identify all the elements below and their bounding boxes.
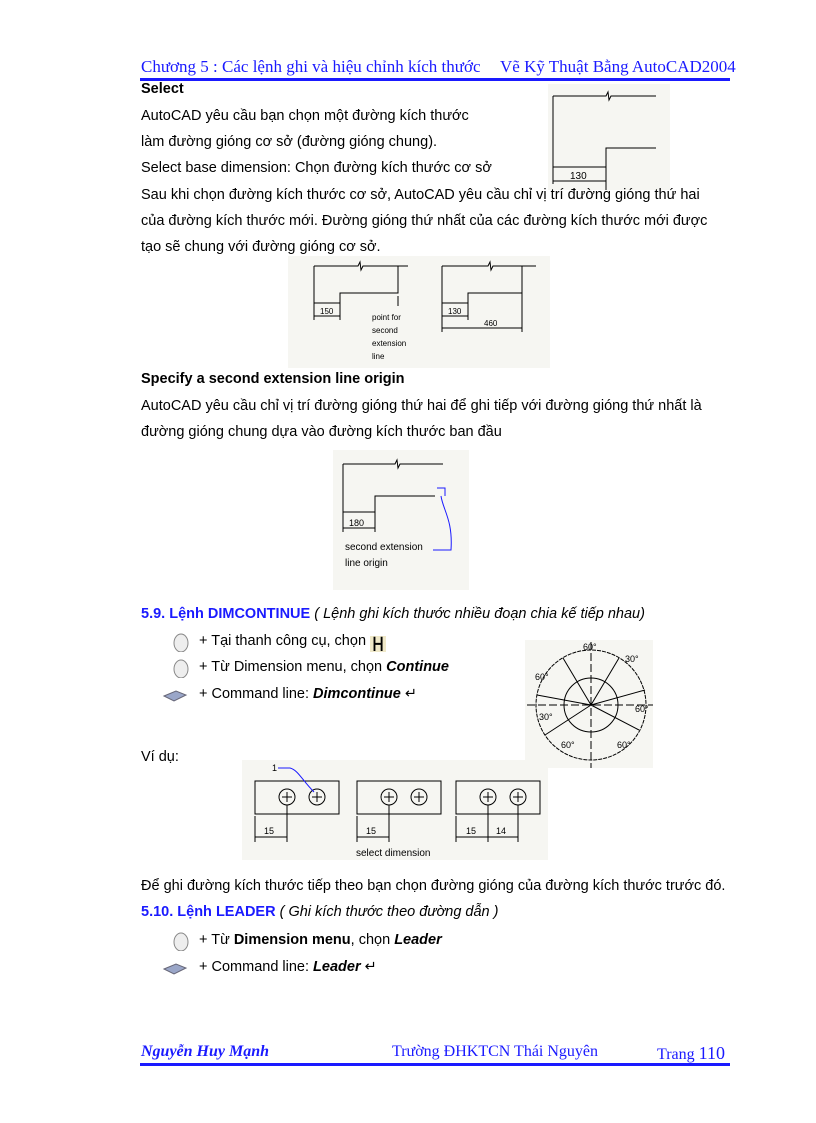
svg-text:60°: 60°	[561, 740, 575, 750]
book-title: Vẽ Kỹ Thuật Bằng AutoCAD2004	[500, 57, 736, 76]
svg-text:1: 1	[272, 763, 278, 773]
mouse-icon	[168, 632, 194, 652]
bullet-toolbar: + Tại thanh công cụ, chọn ┣┫	[199, 633, 386, 651]
example-label: Ví dụ:	[141, 749, 179, 765]
bullet-menu: + Từ Dimension menu, chọn Continue	[199, 659, 449, 675]
paragraph-line: AutoCAD yêu cầu bạn chọn một đường kích thước	[141, 108, 469, 124]
footer-page: Trang 110	[657, 1043, 725, 1063]
dim-label: 130	[570, 171, 587, 182]
svg-text:line origin: line origin	[345, 558, 388, 569]
svg-text:15: 15	[466, 826, 477, 836]
figure-second-extension-origin	[333, 450, 469, 590]
keyboard-icon	[162, 959, 188, 979]
paragraph-line: tạo sẽ chung với đường gióng cơ sở.	[141, 239, 381, 255]
svg-text:extension: extension	[372, 339, 407, 348]
mouse-icon	[168, 931, 194, 951]
footer-rule	[140, 1063, 730, 1066]
figure-base-dimension	[548, 84, 670, 190]
figure-continue-example	[242, 760, 548, 860]
figure-angular-continue	[525, 640, 653, 768]
svg-text:460: 460	[484, 319, 498, 328]
paragraph-line: Sau khi chọn đường kích thước cơ sở, AutoCAD yêu cầu chỉ vị trí đường gióng thứ hai	[141, 187, 700, 203]
bullet-command: + Command line: Dimcontinue ↵	[199, 686, 418, 702]
footer-author: Nguyễn Huy Mạnh	[141, 1043, 270, 1060]
svg-text:line: line	[372, 352, 385, 361]
svg-text:60°: 60°	[583, 642, 597, 652]
svg-text:point for: point for	[372, 313, 401, 322]
section-heading-5-9: 5.9. Lệnh DIMCONTINUE ( Lệnh ghi kích thước nhiều đoạn chia kế tiếp nhau)	[141, 606, 645, 622]
paragraph-line: AutoCAD yêu cầu chỉ vị trí đường gióng thứ hai để ghi tiếp với đường gióng thứ nhất là	[141, 398, 702, 414]
paragraph-line: Để ghi đường kích thước tiếp theo bạn chọn đường gióng của đường kích thước trước đó.	[141, 878, 726, 894]
svg-text:select dimension: select dimension	[356, 848, 431, 859]
header-rule	[140, 78, 730, 81]
bullet-command: + Command line: Leader ↵	[199, 959, 377, 975]
svg-text:15: 15	[264, 826, 275, 836]
paragraph-line: làm đường gióng cơ sở (đường gióng chung).	[141, 134, 438, 150]
paragraph-line: đường gióng chung dựa vào đường kích thước ban đầu	[141, 424, 502, 440]
svg-text:60°: 60°	[635, 704, 649, 714]
svg-text:15: 15	[366, 826, 377, 836]
svg-text:second: second	[372, 326, 398, 335]
dim-continue-tool-icon[interactable]: ┣┫	[370, 637, 386, 651]
svg-text:60°: 60°	[535, 672, 549, 682]
footer-school: Trường ĐHKTCN Thái Nguyên	[392, 1043, 599, 1060]
chapter-title: Chương 5 : Các lệnh ghi và hiệu chỉnh kích thước	[141, 57, 481, 76]
figure-second-extension	[288, 256, 550, 368]
mouse-icon	[168, 658, 194, 678]
svg-text:60°: 60°	[617, 740, 631, 750]
keyboard-icon	[162, 686, 188, 706]
bullet-menu: + Từ Dimension menu, chọn Leader	[199, 932, 442, 948]
specify-title: Specify a second extension line origin	[141, 371, 405, 387]
section-heading-5-10: 5.10. Lệnh LEADER ( Ghi kích thước theo đường dẫn )	[141, 904, 499, 920]
svg-text:30°: 30°	[625, 654, 639, 664]
svg-text:130: 130	[448, 307, 462, 316]
svg-text:150: 150	[320, 307, 334, 316]
paragraph-line: của đường kích thước mới. Đường gióng thứ nhất của các đường kích thước mới được	[141, 213, 708, 229]
paragraph-line: Select base dimension: Chọn đường kích thước cơ sở	[141, 160, 492, 176]
select-title: Select	[141, 81, 184, 97]
svg-text:14: 14	[496, 826, 507, 836]
svg-text:30°: 30°	[539, 712, 553, 722]
svg-text:second extension: second extension	[345, 542, 423, 553]
svg-text:180: 180	[349, 518, 365, 528]
